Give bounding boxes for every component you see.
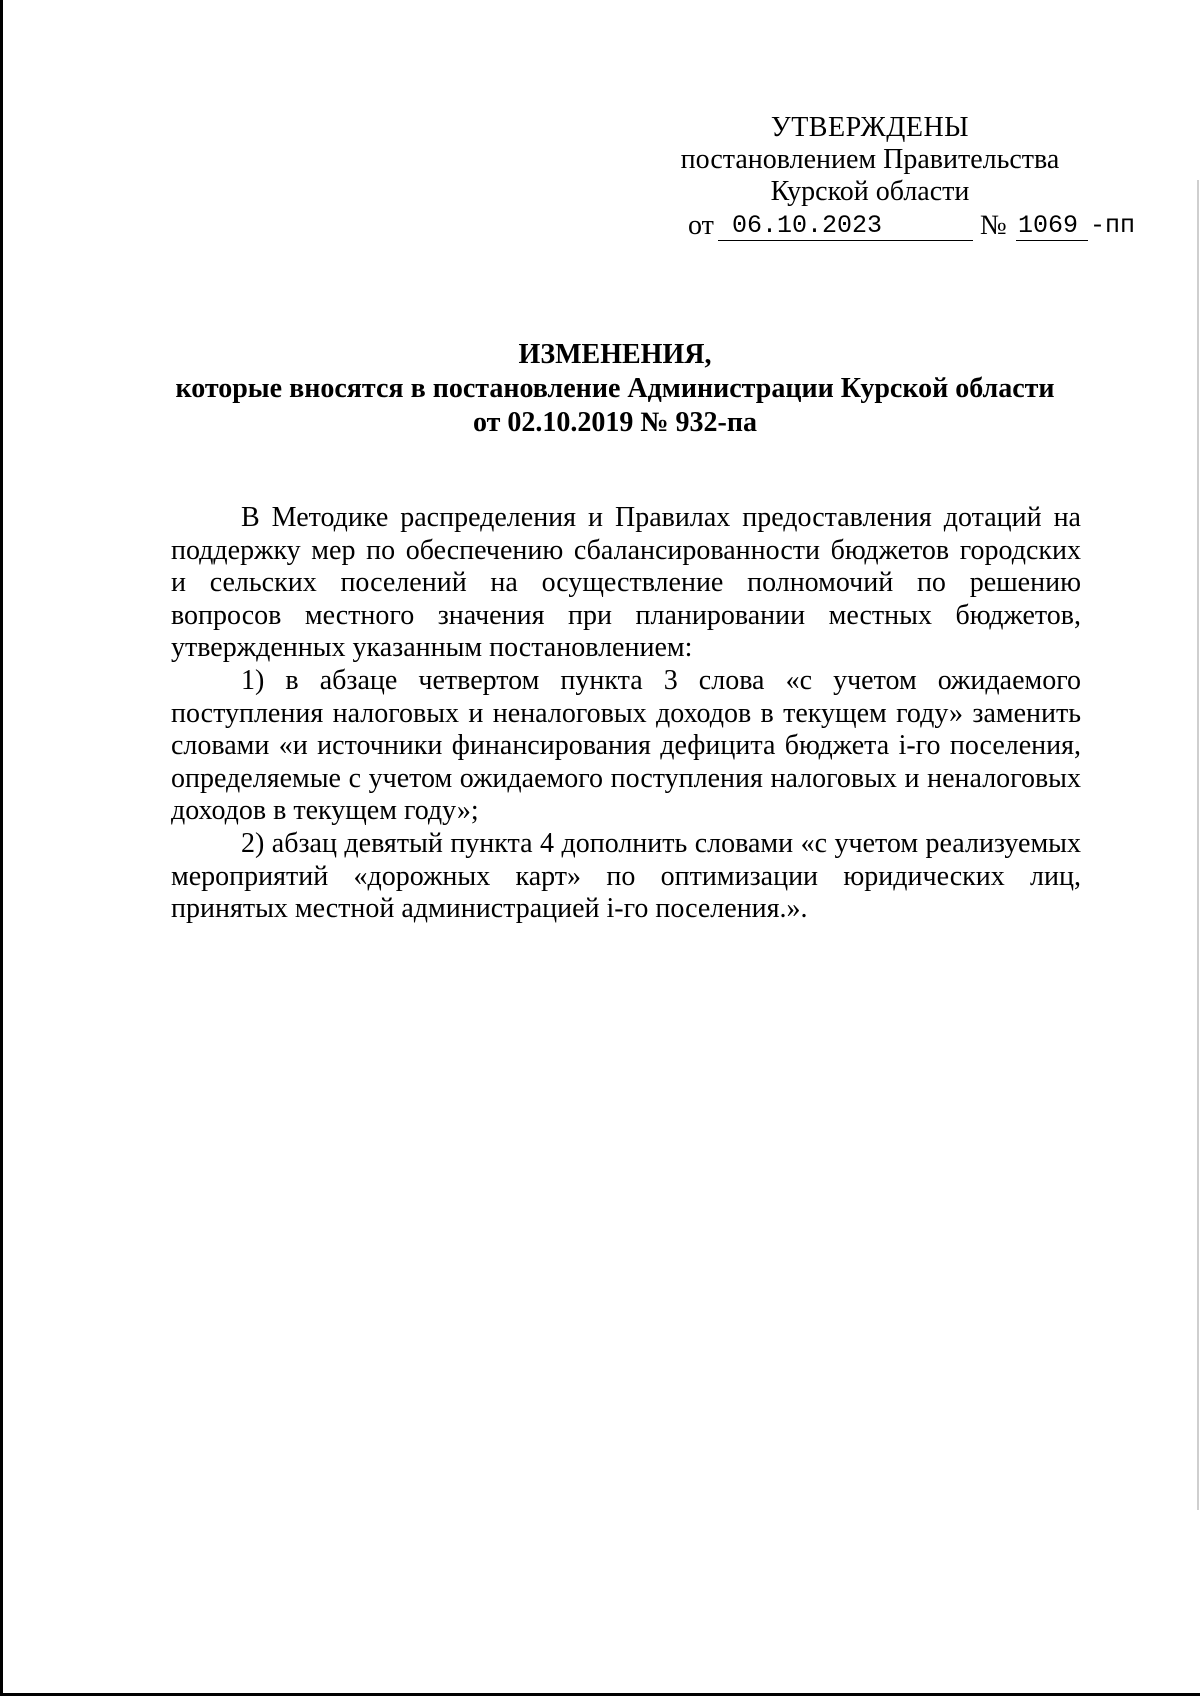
decree-number-suffix: -пп [1090,211,1136,240]
document-title: ИЗМЕНЕНИЯ, [518,339,712,370]
document-title-block [150,338,1080,440]
approval-stamp-block [660,112,1136,246]
approval-line-region: Курской области [770,176,970,207]
approval-line-decree: постановлением Правительства [680,144,1060,175]
decree-date: 06.10.2023 [718,212,973,241]
document-body [171,502,1081,926]
body-intro-paragraph: В Методике распределения и Правилах предоставления дотаций на поддержку мер по обеспечению сбалансированности бюджетов городских и сельских поселений на осуществление полномочий по решению вопросов местного значения при планировании местных бюджетов, утвержденных указанным постановлением: [171,502,1081,664]
approval-heading: УТВЕРЖДЕНЫ [770,112,970,143]
number-sign: № [980,210,1007,241]
date-prefix: от [688,210,714,241]
decree-number: 1069 [1016,212,1088,241]
document-subtitle-line-2: от 02.10.2019 № 932-па [473,407,757,438]
scan-border-left [0,0,3,1696]
body-item-1: 1) в абзаце четвертом пункта 3 слова «с учетом ожидаемого поступления налоговых и неналоговых доходов в текущем году» заменить словами «и источники финансирования дефицита бюджета i-го поселения, определяемые с учетом ожидаемого поступления налоговых и неналоговых доходов в текущем году»; [171,664,1081,827]
approval-date-number-line [660,210,1136,246]
body-item-2: 2) абзац девятый пункта 4 дополнить словами «с учетом реализуемых мероприятий «дорожных карт» по оптимизации юридических лиц, принятых местной администрацией i-го поселения.». [171,827,1081,925]
scan-border-right [1197,180,1199,1510]
document-subtitle-line-1: которые вносятся в постановление Администрации Курской области [175,373,1055,404]
